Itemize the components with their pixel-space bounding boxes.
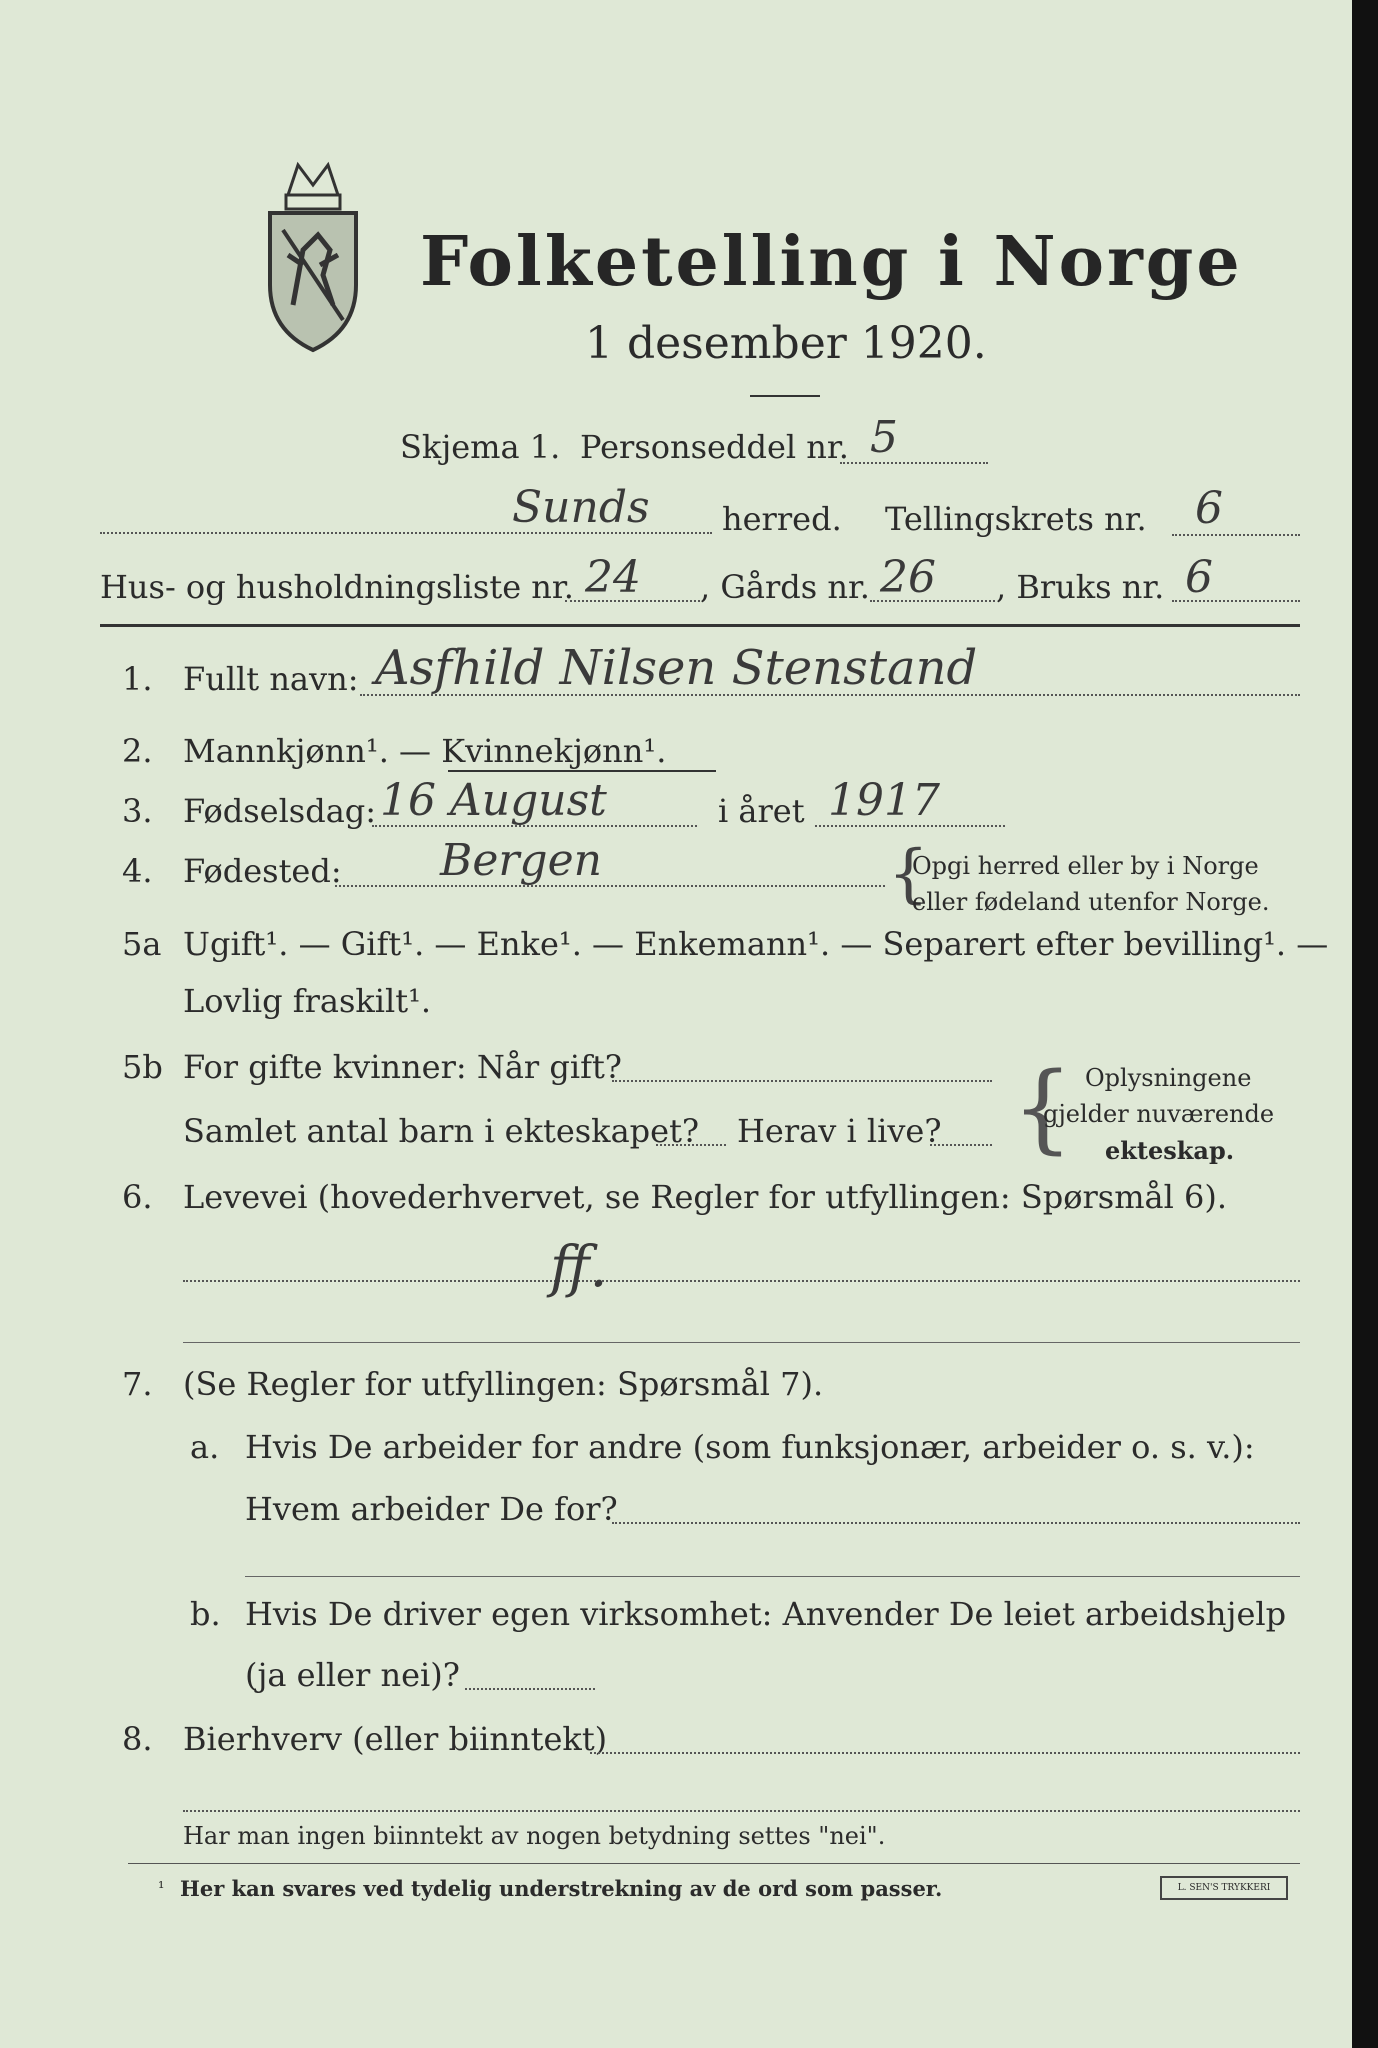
q7-label: (Se Regler for utfyllingen: Spørsmål 7).: [183, 1365, 824, 1403]
q3-day-value: 16 August: [380, 775, 607, 826]
personseddel-line: [840, 462, 988, 464]
q2-number: 2.: [122, 732, 153, 770]
q7b-line: [465, 1688, 595, 1690]
note-nei: Har man ingen biinntekt av nogen betydning settes "nei".: [183, 1822, 886, 1850]
q5b-married-line: [612, 1080, 992, 1082]
q8-number: 8.: [122, 1720, 153, 1758]
q5b-note-1: Oplysningene: [1085, 1064, 1252, 1092]
q5b-note-2: gjelder nuværende: [1043, 1100, 1275, 1128]
printer-stamp: L. SEN'S TRYKKERI: [1160, 1876, 1288, 1900]
q5b-alive-line: [930, 1144, 992, 1146]
bruks-label: , Bruks nr.: [996, 568, 1165, 606]
q4-line: [335, 885, 885, 887]
herred-value: Sunds: [512, 482, 650, 533]
q2-underline-kvinnekjonn: [448, 770, 716, 772]
husholdning-value: 24: [585, 552, 641, 603]
coat-of-arms-icon: [258, 155, 368, 355]
gards-label: , Gårds nr.: [700, 568, 870, 606]
skjema-label: Skjema 1.: [400, 428, 561, 466]
q3-number: 3.: [122, 792, 153, 830]
q7a-number: a.: [190, 1428, 220, 1466]
q4-number: 4.: [122, 852, 153, 890]
q1-label: Fullt navn:: [183, 660, 359, 698]
q6-line-1: [183, 1280, 1300, 1282]
q5b-number: 5b: [122, 1048, 163, 1086]
q5a-line-1: Ugift¹. — Gift¹. — Enke¹. — Enkemann¹. — Separert efter bevilling¹. —: [183, 925, 1329, 963]
q7b-number: b.: [190, 1595, 221, 1633]
q2-label: Mannkjønn¹. — Kvinnekjønn¹.: [183, 732, 667, 770]
q8-line-2: [183, 1810, 1300, 1812]
title-divider: [750, 395, 820, 397]
personseddel-label: Personseddel nr.: [580, 428, 849, 466]
scan-edge: [1352, 0, 1378, 2048]
census-date: 1 desember 1920.: [585, 318, 987, 369]
q5b-note-3: ekteskap.: [1105, 1136, 1235, 1165]
q5b-children-line: [656, 1144, 726, 1146]
q1-number: 1.: [122, 660, 153, 698]
form-title: Folketelling i Norge: [420, 222, 1243, 302]
footnote-separator: [128, 1863, 1300, 1864]
footnote-text: Her kan svares ved tydelig understrekning av de ord som passer.: [180, 1876, 943, 1901]
tellingskrets-label: Tellingskrets nr.: [885, 500, 1147, 538]
q6-occupation-value: ff.: [550, 1235, 608, 1300]
q4-birthplace-value: Bergen: [440, 835, 602, 886]
q5a-number: 5a: [122, 925, 162, 963]
q1-name-value: Asfhild Nilsen Stenstand: [375, 640, 978, 696]
gards-value: 26: [880, 552, 936, 603]
q7-number: 7.: [122, 1365, 153, 1403]
q4-brace: {: [888, 837, 929, 911]
q4-note-1: Opgi herred eller by i Norge: [912, 852, 1259, 880]
bruks-value: 6: [1185, 552, 1213, 603]
q3-year-label: i året: [718, 792, 805, 830]
q4-note-2: eller fødeland utenfor Norge.: [912, 888, 1270, 916]
q5a-line-2: Lovlig fraskilt¹.: [183, 982, 432, 1020]
q6-line-2: [183, 1342, 1300, 1343]
q3-label: Fødselsdag:: [183, 792, 377, 830]
header-separator: [100, 624, 1300, 627]
q6-number: 6.: [122, 1178, 153, 1216]
q7a-line: [612, 1522, 1300, 1524]
tellingskrets-line: [1172, 534, 1300, 536]
q5b-line-2b: Herav i live?: [737, 1112, 942, 1150]
q5b-brace: {: [1012, 1052, 1074, 1164]
footnote-mark: ¹: [158, 1878, 165, 1897]
q5b-line-1: For gifte kvinner: Når gift?: [183, 1048, 622, 1086]
tellingskrets-value: 6: [1195, 483, 1223, 534]
q7a-line-extra: [245, 1576, 1300, 1577]
q8-label: Bierhverv (eller biinntekt): [183, 1720, 608, 1758]
q5b-line-2: Samlet antal barn i ekteskapet?: [183, 1112, 700, 1150]
q7a-line-2: Hvem arbeider De for?: [245, 1490, 618, 1528]
personseddel-value: 5: [870, 412, 898, 463]
q3-year-value: 1917: [828, 775, 940, 826]
q4-label: Fødested:: [183, 852, 342, 890]
q6-label: Levevei (hovederhvervet, se Regler for utfyllingen: Spørsmål 6).: [183, 1178, 1228, 1216]
herred-label: herred.: [722, 500, 842, 538]
husholdning-label: Hus- og husholdningsliste nr.: [100, 568, 574, 606]
q7b-line-1: Hvis De driver egen virksomhet: Anvender De leiet arbeidshjelp: [245, 1595, 1287, 1633]
q8-line-1: [590, 1752, 1300, 1754]
q7a-line-1: Hvis De arbeider for andre (som funksjonær, arbeider o. s. v.):: [245, 1428, 1255, 1466]
q7b-line-2: (ja eller nei)?: [245, 1656, 460, 1694]
